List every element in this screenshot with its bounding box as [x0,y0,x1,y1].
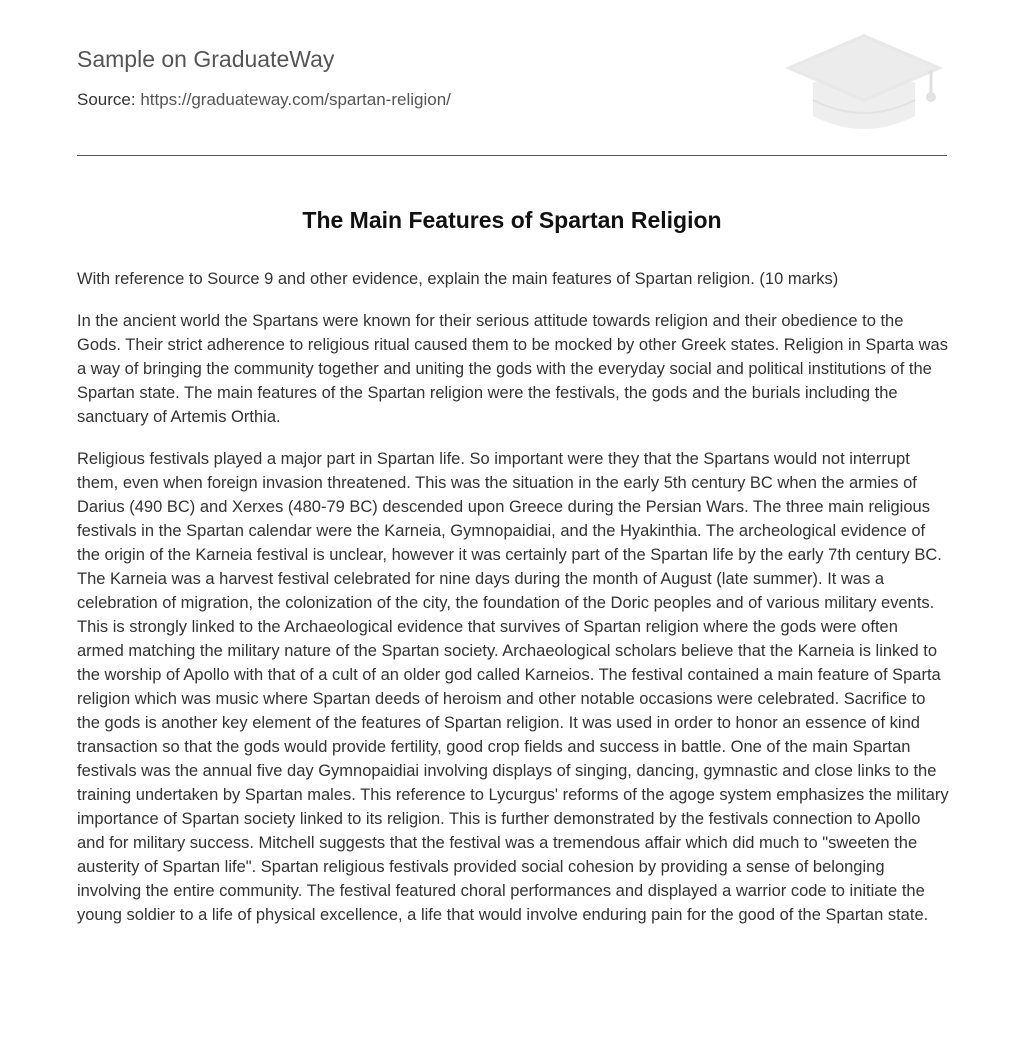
source-link[interactable]: https://graduateway.com/spartan-religion/ [140,90,451,109]
body-paragraph: Religious festivals played a major part in Spartan life. So important were they that the Spartans would not interrupt them, even when foreign invasion threatened. This was the situation in the early 5th century BC when the armies of Darius (490 BC) and Xerxes (480-79 BC) descended upon Greece during the Persian Wars. The three main religious festivals in the Spartan calendar were the Karneia, Gymnopaidiai, and the Hyakinthia. The archeological evidence of the origin of the Karneia festival is unclear, however it was certainly part of the Spartan life by the early 7th century BC. The Karneia was a harvest festival celebrated for nine days during the month of August (late summer). It was a celebration of migration, the colonization of the city, the foundation of the Doric peoples and of various military events. This is strongly linked to the Archaeological evidence that survives of Spartan religion where the gods were often armed matching the military nature of the Spartan society. Archaeological scholars believe that the Karneia is linked to the worship of Apollo with that of a cult of an older god called Karneios. The festival contained a main feature of Sparta religion which was music where Spartan deeds of heroism and other notable occasions were celebrated. Sacrifice to the gods is another key element of the features of Spartan religion. It was used in order to honor an essence of kind transaction so that the gods would provide fertility, good crop fields and success in battle. One of the main Spartan festivals was the annual five day Gymnopaidiai involving displays of singing, dancing, gymnastic and close links to the training undertaken by Spartan males. This reference to Lycurgus' reforms of the agoge system emphasizes the military [77,450,949,804]
header-divider [77,155,947,156]
question-paragraph: With reference to Source 9 and other evidence, explain the main features of Spartan religion. (10 marks) [77,270,839,288]
body-paragraph: importance of Spartan society linked to its religion. This is further demonstrated by the festivals connection to Apollo and for military success. Mitchell suggests that the festival was a tremendous affair which did much to "sweeten the austerity of Spartan life". Spartan religious festivals provided social cohesion by providing a sense of belonging involving the entire community. The festival featured choral performances and displayed a warrior code to initiate the young soldier to a life of physical excellence, a life that would involve enduring pain for the good of the Spartan state. [77,810,929,924]
document-body [77,267,949,945]
source-label: Source: [77,90,141,109]
graduation-cap-icon [781,30,947,132]
source-line [77,89,451,111]
page-header [77,0,947,156]
document-title: The Main Features of Spartan Religion [302,207,722,233]
body-paragraph: In the ancient world the Spartans were known for their serious attitude towards religion and their obedience to the Gods. Their strict adherence to religious ritual caused them to be mocked by other Greek states. Religion in Sparta was a way of bringing the community together and uniting the gods with the everyday social and political institutions of the Spartan state. The main features of the Spartan religion were the festivals, the gods and the burials including the sanctuary of Artemis Orthia. [77,312,948,426]
site-title: Sample on GraduateWay [77,46,335,72]
